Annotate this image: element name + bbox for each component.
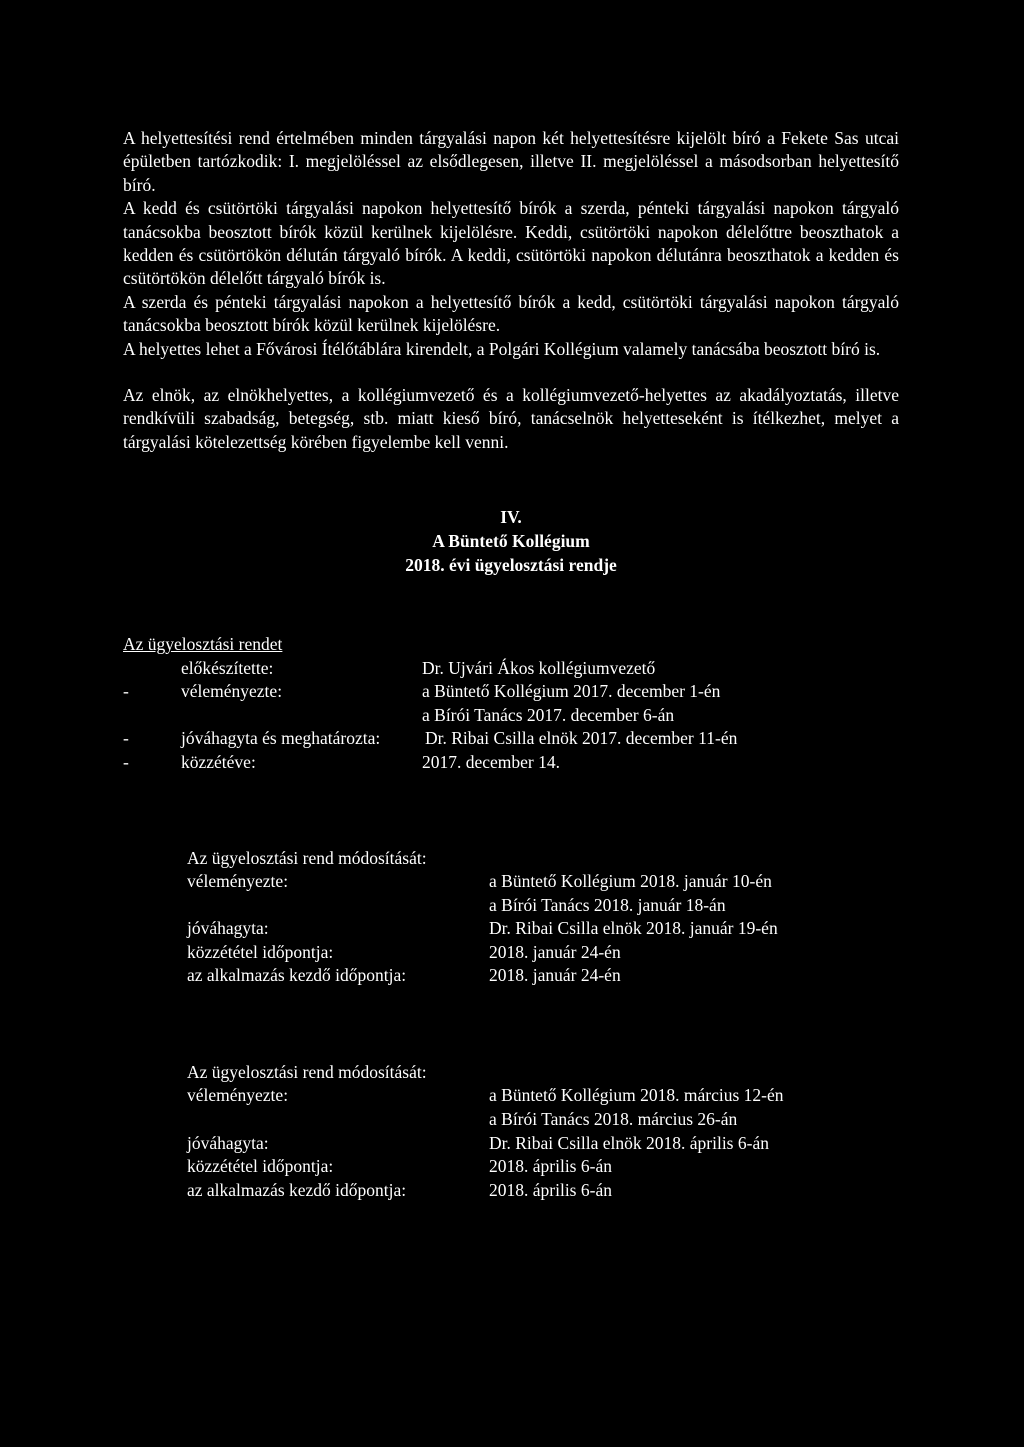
modositas-row xyxy=(187,917,899,941)
modositas-value: a Bírói Tanács 2018. március 26-án xyxy=(489,1109,738,1130)
rend-table xyxy=(123,657,899,775)
rend-dash: - xyxy=(123,681,129,702)
modositas-label: jóváhagyta: xyxy=(187,918,269,939)
rend-row xyxy=(123,751,899,775)
modositas-value: 2018. április 6-án xyxy=(489,1179,612,1200)
modositas-label xyxy=(187,1108,489,1132)
rend-label: jóváhagyta és meghatározta: xyxy=(181,728,381,749)
rend-row xyxy=(123,727,899,751)
modositas-label xyxy=(187,894,489,918)
modositas-row xyxy=(187,941,899,965)
modositas-block-2 xyxy=(187,1061,899,1202)
paragraph-kedd-csutortok: A kedd és csütörtöki tárgyalási napokon helyettesítő bírók a szerda, pénteki tárgyalási napokon tárgyaló tanácsokba beosztott bírók közül kerülnek kijelölésre. Keddi, csütörtöki napokon délelőttre beoszthatok a kedden és csütörtökön délután tárgyaló bírók. A keddi, csütörtöki napokon délutánra beoszthatok a kedden és csütörtökön délelőtt tárgyaló bírók is. xyxy=(123,198,899,289)
modositas-row xyxy=(187,1132,899,1156)
page-content xyxy=(123,127,899,1202)
modositas-label: az alkalmazás kezdő időpontja: xyxy=(187,1179,407,1200)
rend-row xyxy=(123,680,899,704)
modositas-title: Az ügyelosztási rend módosítását: xyxy=(187,1062,427,1083)
modositas-label: közzététel időpontja: xyxy=(187,1156,334,1177)
modositas-value: 2018. április 6-án xyxy=(489,1156,612,1177)
section-subtitle: 2018. évi ügyelosztási rendje xyxy=(405,555,617,576)
rend-title: Az ügyelosztási rendet xyxy=(123,634,283,655)
paragraph-helyettesitesi-rend: A helyettesítési rend értelmében minden tárgyalási napon két helyettesítésre kijelölt bíró a Fekete Sas utcai épületben tartózkodik: I. megjelöléssel az elsődlegesen, illetve II. megjelöléssel a másodsorban helyettesítő bíró. xyxy=(123,128,899,195)
rend-value: Dr. Ujvári Ákos kollégiumvezető xyxy=(422,657,656,678)
modositas-title: Az ügyelosztási rend módosítását: xyxy=(187,847,427,868)
modositas-row xyxy=(187,1084,899,1108)
modositas-value: Dr. Ribai Csilla elnök 2018. január 19-én xyxy=(489,918,778,939)
modositas-row xyxy=(187,1108,899,1132)
rend-label: közzétéve: xyxy=(181,752,256,773)
rend-dash: - xyxy=(123,752,129,773)
modositas-label: véleményezte: xyxy=(187,1085,289,1106)
modositas-value: Dr. Ribai Csilla elnök 2018. április 6-án xyxy=(489,1132,769,1153)
paragraph-elnok-helyettesites: Az elnök, az elnökhelyettes, a kollégiumvezető és a kollégiumvezető-helyettes az akadályoztatás, illetve rendkívüli szabadság, betegség, stb. miatt kieső bíró, tanácselnök helyetteseként is ítélkezhet, melyet a tárgyalási kötelezettség körében figyelembe kell venni. xyxy=(123,385,899,452)
modositas-row xyxy=(187,894,899,918)
section-heading xyxy=(123,505,899,577)
rend-value: a Büntető Kollégium 2017. december 1-én xyxy=(422,681,721,702)
rend-label xyxy=(181,704,422,728)
modositas-label: közzététel időpontja: xyxy=(187,941,334,962)
paragraph-helyettes-kirendelt: A helyettes lehet a Fővárosi Ítélőtáblára kirendelt, a Polgári Kollégium valamely tanácsába beosztott bíró is. xyxy=(123,338,881,359)
modositas-value: a Bírói Tanács 2018. január 18-án xyxy=(489,894,726,915)
paragraph-szerda-pentek: A szerda és pénteki tárgyalási napokon a helyettesítő bírók a kedd, csütörtöki tárgyalási napokon tárgyaló tanácsokba beosztott bírók közül kerülnek kijelölésre. xyxy=(123,291,899,336)
rend-dash xyxy=(123,704,181,728)
modositas-row xyxy=(187,870,899,894)
modositas-value: 2018. január 24-én xyxy=(489,941,621,962)
section-number: IV. xyxy=(500,507,522,528)
rend-value: a Bírói Tanács 2017. december 6-án xyxy=(422,704,675,725)
modositas-label: az alkalmazás kezdő időpontja: xyxy=(187,965,407,986)
section-title: A Büntető Kollégium xyxy=(432,531,590,552)
modositas-row xyxy=(187,1155,899,1179)
rend-row xyxy=(123,704,899,728)
rend-label: előkészítette: xyxy=(181,657,274,678)
modositas-value: 2018. január 24-én xyxy=(489,965,621,986)
modositas-row xyxy=(187,964,899,988)
modositas-value: a Büntető Kollégium 2018. március 12-én xyxy=(489,1085,784,1106)
modositas-block-1 xyxy=(187,847,899,988)
rend-dash xyxy=(123,657,181,681)
rend-value: Dr. Ribai Csilla elnök 2017. december 11-én xyxy=(425,728,738,749)
modositas-row xyxy=(187,1179,899,1203)
rend-label: véleményezte: xyxy=(181,681,283,702)
rend-dash: - xyxy=(123,728,129,749)
rend-row xyxy=(123,657,899,681)
modositas-label: jóváhagyta: xyxy=(187,1132,269,1153)
modositas-value: a Büntető Kollégium 2018. január 10-én xyxy=(489,871,772,892)
modositas-label: véleményezte: xyxy=(187,871,289,892)
rend-value: 2017. december 14. xyxy=(422,752,561,773)
